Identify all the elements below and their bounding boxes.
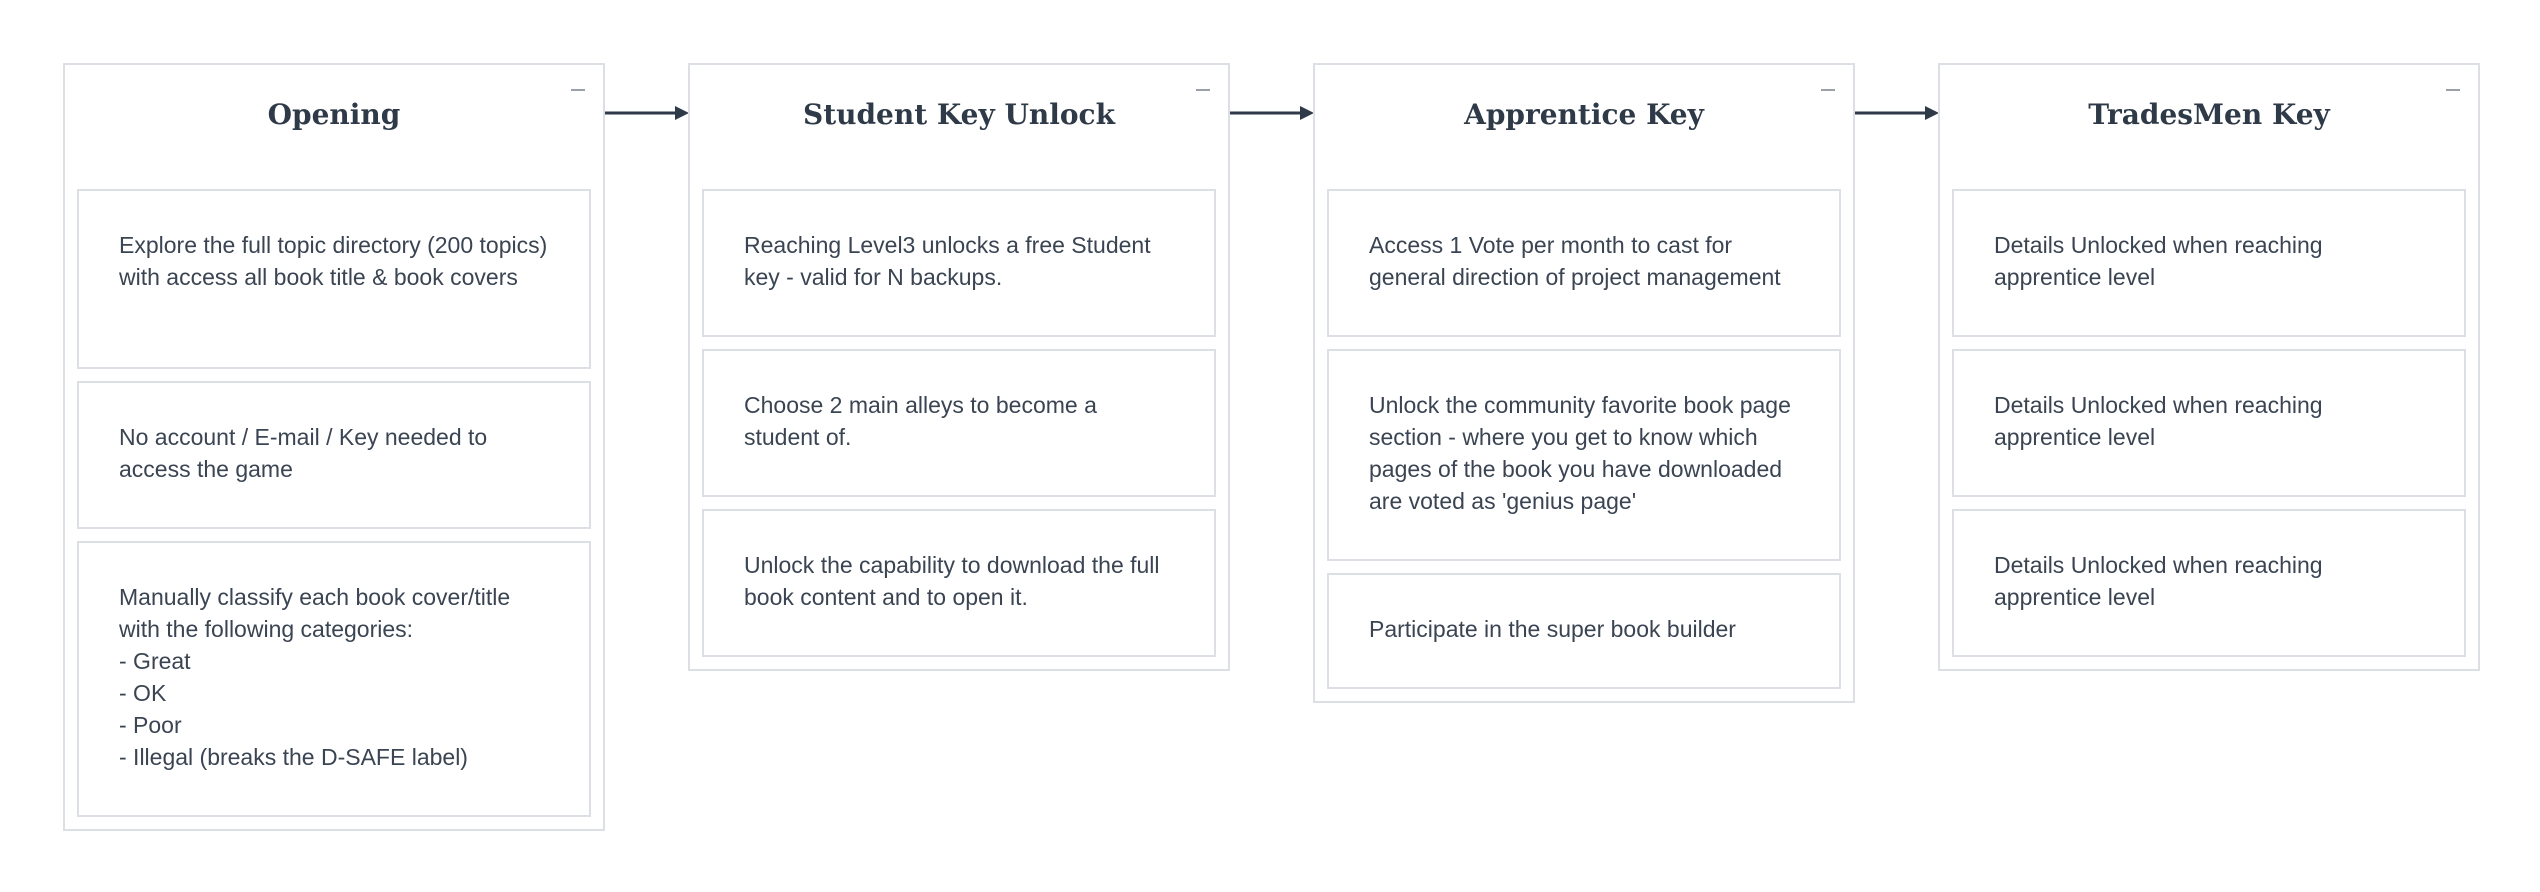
step-card: Access 1 Vote per month to cast for general direction of project management [1327, 189, 1841, 337]
step-card: Explore the full topic directory (200 topics) with access all book title & book covers [77, 189, 591, 369]
column-tradesmen-key [1938, 63, 2480, 671]
column-opening [63, 63, 605, 831]
collapse-icon[interactable] [1196, 89, 1210, 91]
collapse-icon[interactable] [571, 89, 585, 91]
column-title: Student Key Unlock [802, 98, 1116, 131]
step-card: Reaching Level3 unlocks a free Student key - valid for N backups. [702, 189, 1216, 337]
step-card: Unlock the capability to download the full book content and to open it. [702, 509, 1216, 657]
collapse-icon[interactable] [2446, 89, 2460, 91]
step-card: Manually classify each book cover/title with the following categories: - Great - OK - Poor - Illegal (breaks the D-SAFE label) [77, 541, 591, 817]
step-card: Unlock the community favorite book page section - where you get to know which pages of the book you have downloaded are voted as 'genius page' [1327, 349, 1841, 561]
column-title: Apprentice Key [1464, 98, 1704, 131]
column-apprentice-key [1313, 63, 1855, 703]
column-student-key-unlock [688, 63, 1230, 671]
step-card: Details Unlocked when reaching apprentice level [1952, 349, 2466, 497]
collapse-icon[interactable] [1821, 89, 1835, 91]
flow-arrow-icon [605, 103, 690, 123]
step-card: Participate in the super book builder [1327, 573, 1841, 689]
step-card: Choose 2 main alleys to become a student of. [702, 349, 1216, 497]
flow-arrow-icon [1230, 103, 1315, 123]
step-card: No account / E-mail / Key needed to access the game [77, 381, 591, 529]
column-title: Opening [267, 98, 401, 131]
column-title: TradesMen Key [2088, 98, 2330, 131]
step-card: Details Unlocked when reaching apprentice level [1952, 509, 2466, 657]
step-card: Details Unlocked when reaching apprentice level [1952, 189, 2466, 337]
flow-arrow-icon [1855, 103, 1940, 123]
